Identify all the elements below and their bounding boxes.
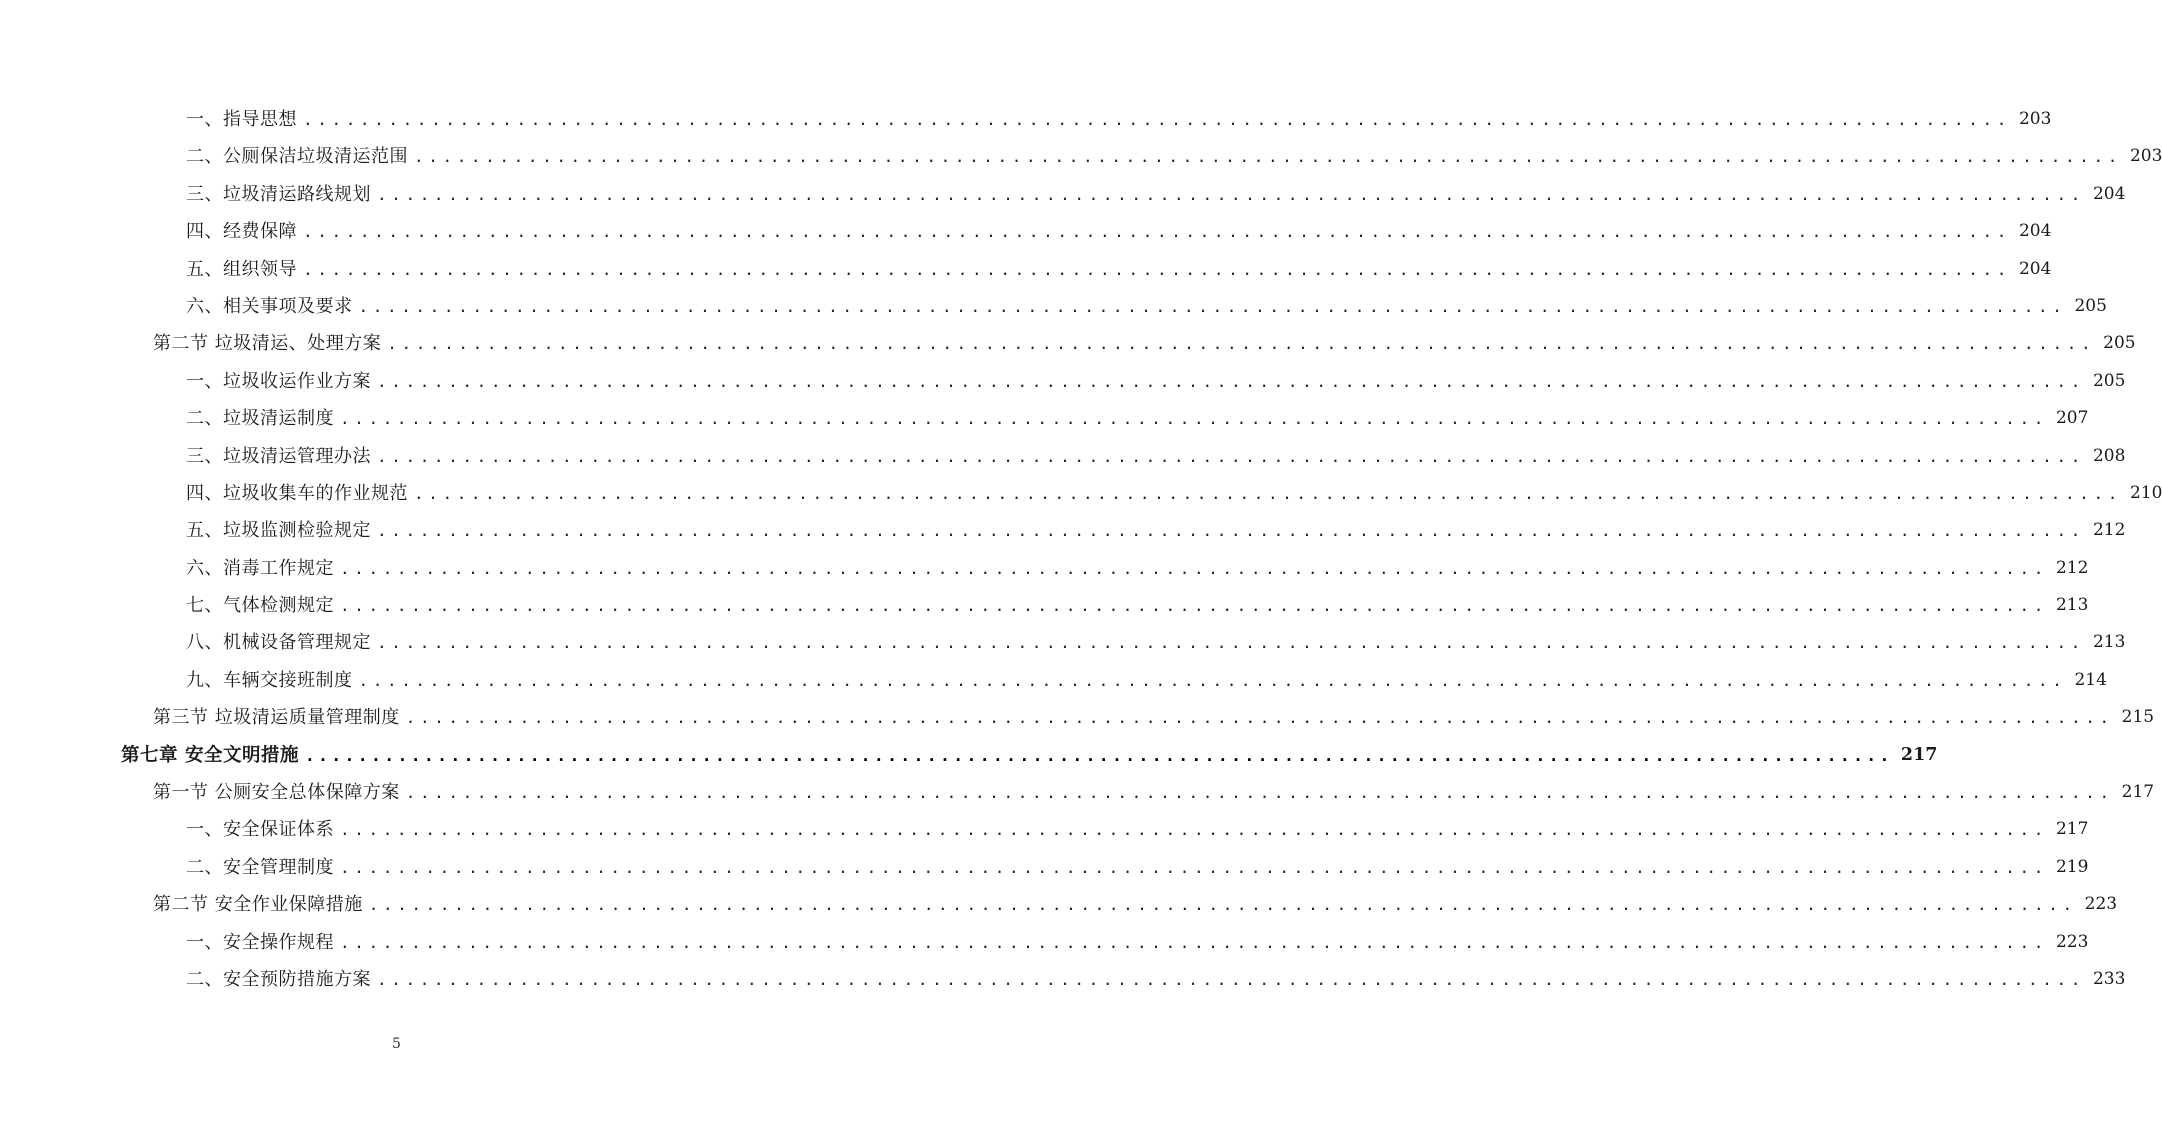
toc-entry-page: 205 — [2103, 333, 2136, 354]
table-of-contents — [0, 101, 2162, 998]
toc-entry-item — [0, 587, 2089, 624]
toc-entry-page: 210 — [2129, 482, 2162, 503]
toc-entry-label: 二、公厕保洁垃圾清运范围 — [186, 146, 408, 168]
toc-entry-item — [0, 961, 2126, 998]
toc-entry-page: 204 — [2018, 221, 2052, 242]
toc-entry-page: 215 — [2121, 707, 2155, 728]
toc-entry-item — [0, 400, 2089, 437]
toc-entry-section — [0, 774, 2155, 811]
toc-dot-leader: ........................................................................................................................ — [340, 932, 2048, 952]
toc-entry-label: 一、安全操作规程 — [186, 931, 334, 953]
toc-dot-leader: ........................................................................................................................ — [377, 521, 2085, 541]
toc-dot-leader: ........................................................................................................................ — [414, 483, 2122, 503]
toc-dot-leader: ........................................................................................................................ — [414, 147, 2122, 167]
toc-entry-section — [0, 325, 2136, 362]
toc-entry-page: 204 — [2018, 258, 2052, 279]
toc-dot-leader: ........................................................................................................................ — [377, 969, 2085, 989]
toc-entry-label: 二、垃圾清运制度 — [186, 408, 334, 430]
toc-entry-page: 212 — [2092, 520, 2126, 541]
toc-entry-page: 217 — [1900, 744, 1938, 765]
toc-entry-label: 三、垃圾清运路线规划 — [186, 183, 371, 205]
toc-dot-leader: ........................................................................................................................ — [303, 110, 2011, 129]
toc-dot-leader: ........................................................................................................................ — [340, 820, 2048, 840]
toc-entry-page: 214 — [2074, 669, 2107, 690]
toc-entry-page: 203 — [2018, 109, 2052, 129]
toc-entry-label: 三、垃圾清运管理办法 — [186, 445, 371, 467]
toc-entry-item — [0, 849, 2089, 886]
toc-entry-label: 二、安全预防措施方案 — [186, 968, 371, 990]
toc-dot-leader: ........................................................................................................................ — [405, 783, 2114, 803]
toc-entry-label: 第二节 垃圾清运、处理方案 — [153, 333, 382, 355]
toc-dot-leader: ........................................................................................................................ — [405, 708, 2114, 728]
toc-entry-label: 五、垃圾监测检验规定 — [186, 520, 371, 542]
toc-entry-item — [0, 662, 2107, 699]
toc-entry-item — [0, 101, 2052, 138]
toc-entry-label: 第七章 安全文明措施 — [121, 744, 299, 766]
toc-dot-leader: ........................................................................................................................ — [340, 596, 2048, 616]
toc-dot-leader: ........................................................................................................................ — [303, 222, 2011, 242]
toc-dot-leader: ........................................................................................................................ — [358, 670, 2067, 690]
toc-entry-label: 一、指导思想 — [186, 109, 297, 130]
toc-entry-item — [0, 924, 2089, 961]
toc-entry-page: 208 — [2092, 445, 2126, 466]
toc-entry-chapter — [0, 737, 1938, 774]
toc-entry-label: 第三节 垃圾清运质量管理制度 — [153, 707, 400, 729]
toc-entry-item — [0, 213, 2052, 250]
toc-dot-leader: ........................................................................................................................ — [377, 371, 2085, 391]
toc-entry-item — [0, 138, 2162, 175]
toc-entry-page: 212 — [2055, 557, 2089, 578]
toc-entry-label: 六、相关事项及要求 — [186, 295, 353, 317]
toc-entry-item — [0, 438, 2126, 475]
toc-entry-page: 213 — [2092, 632, 2126, 653]
toc-entry-page: 213 — [2055, 595, 2089, 616]
toc-entry-page: 203 — [2129, 146, 2162, 167]
toc-dot-leader: ........................................................................................................................ — [303, 259, 2011, 279]
toc-entry-section — [0, 886, 2118, 923]
toc-dot-leader: ........................................................................................................................ — [387, 334, 2096, 354]
toc-entry-item — [0, 176, 2126, 213]
toc-entry-label: 二、安全管理制度 — [186, 856, 334, 878]
toc-entry-item — [0, 363, 2126, 400]
toc-entry-section — [0, 699, 2155, 736]
toc-entry-label: 七、气体检测规定 — [186, 595, 334, 617]
toc-entry-label: 五、组织领导 — [186, 258, 297, 280]
toc-entry-item — [0, 251, 2052, 288]
page-number: 5 — [392, 1036, 401, 1052]
toc-dot-leader: ........................................................................................................................ — [377, 184, 2085, 204]
toc-entry-page: 204 — [2092, 183, 2126, 204]
toc-entry-page: 205 — [2092, 370, 2126, 391]
toc-entry-page: 217 — [2055, 819, 2089, 840]
toc-entry-page: 223 — [2084, 894, 2118, 915]
toc-entry-item — [0, 624, 2126, 661]
toc-entry-item — [0, 288, 2107, 325]
toc-entry-page: 205 — [2074, 295, 2107, 316]
toc-dot-leader: ........................................................................................................................ — [340, 857, 2048, 877]
toc-entry-label: 四、垃圾收集车的作业规范 — [186, 482, 408, 504]
toc-entry-page: 223 — [2055, 931, 2089, 952]
toc-dot-leader: ........................................................................................................................ — [358, 296, 2067, 316]
toc-entry-item — [0, 811, 2089, 848]
toc-entry-label: 一、垃圾收运作业方案 — [186, 370, 371, 392]
toc-entry-label: 六、消毒工作规定 — [186, 557, 334, 579]
toc-dot-leader: ........................................................................................................................ — [377, 633, 2085, 653]
toc-dot-leader: ........................................................................................................................ — [340, 558, 2048, 578]
toc-entry-label: 八、机械设备管理规定 — [186, 632, 371, 654]
toc-entry-item — [0, 550, 2089, 587]
toc-entry-page: 219 — [2055, 856, 2089, 877]
toc-entry-label: 第一节 公厕安全总体保障方案 — [153, 782, 400, 804]
toc-entry-label: 一、安全保证体系 — [186, 819, 334, 841]
toc-entry-label: 四、经费保障 — [186, 221, 297, 243]
toc-entry-label: 九、车辆交接班制度 — [186, 669, 353, 691]
toc-entry-page: 207 — [2055, 408, 2089, 429]
toc-entry-label: 第二节 安全作业保障措施 — [153, 894, 363, 916]
toc-dot-leader: ........................................................................................................................ — [304, 745, 1893, 765]
toc-entry-page: 233 — [2092, 968, 2126, 989]
toc-entry-item — [0, 475, 2162, 512]
toc-dot-leader: ........................................................................................................................ — [368, 895, 2077, 915]
toc-entry-item — [0, 512, 2126, 549]
toc-entry-page: 217 — [2121, 782, 2155, 803]
toc-dot-leader: ........................................................................................................................ — [377, 446, 2085, 466]
toc-dot-leader: ........................................................................................................................ — [340, 409, 2048, 429]
